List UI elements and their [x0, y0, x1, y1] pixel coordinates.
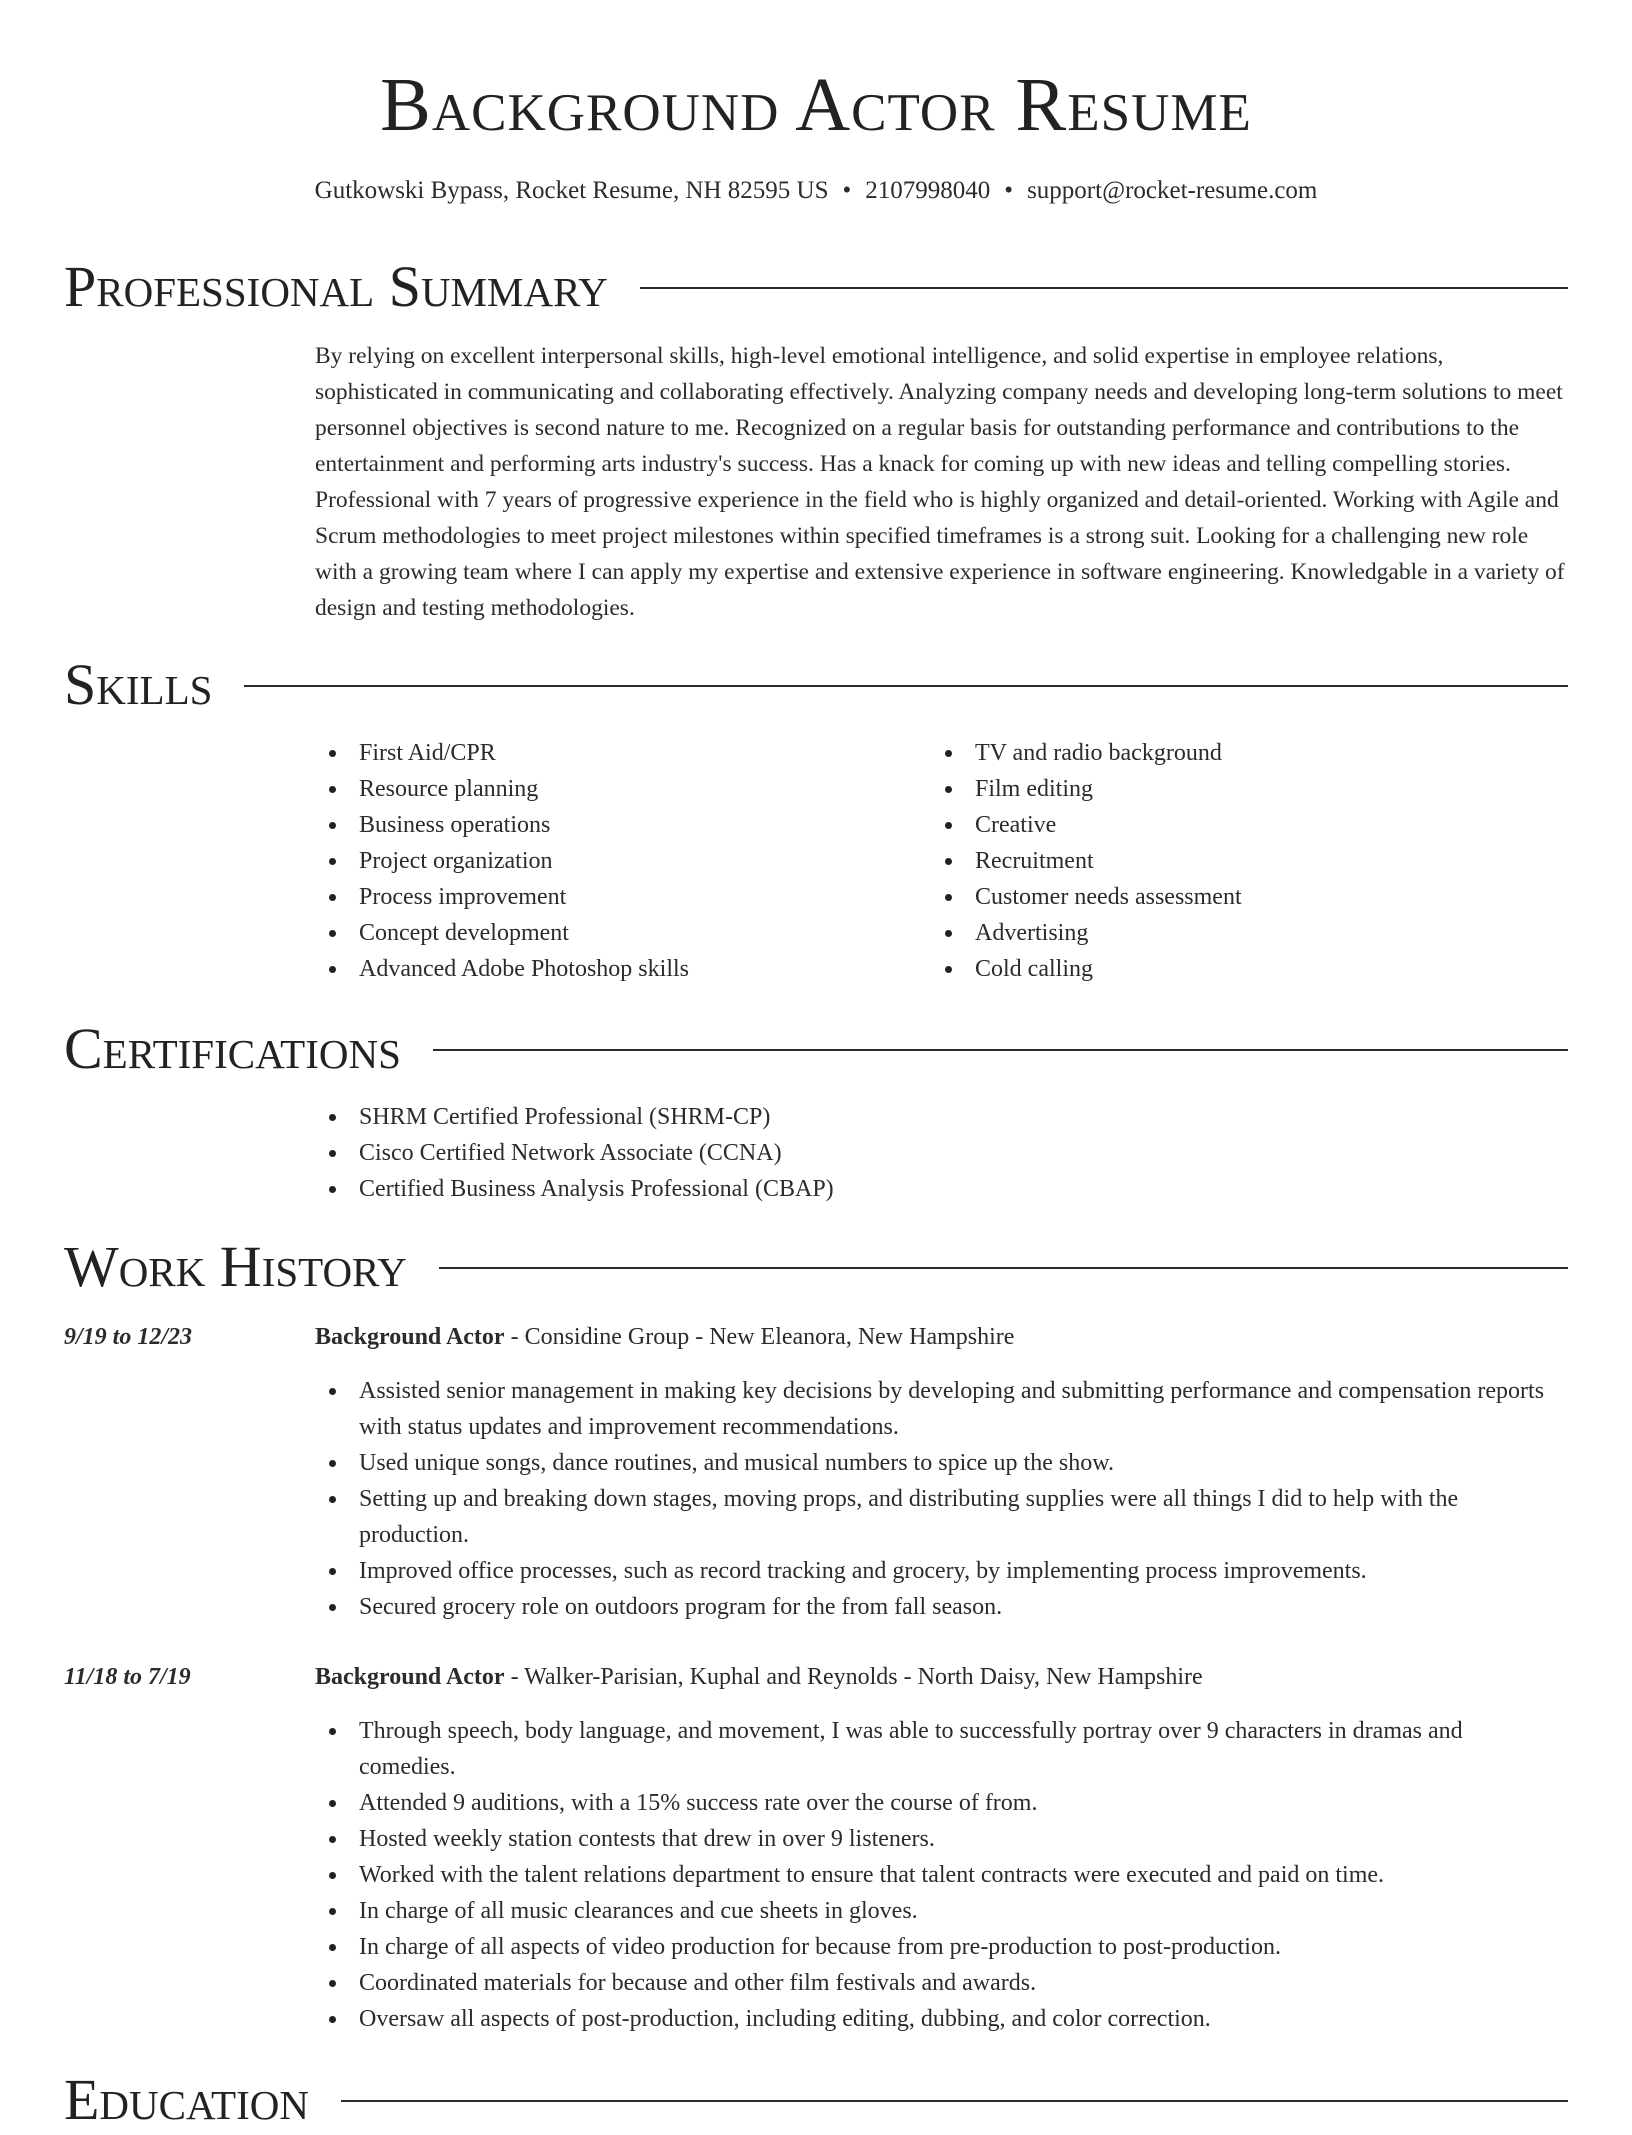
job-bullet-list: [315, 1713, 1565, 2037]
job-bullet: Oversaw all aspects of post-production, including editing, dubbing, and color correction.: [315, 2001, 1565, 2037]
job-dates: 9/19 to 12/23: [64, 1324, 193, 1350]
skill-item: First Aid/CPR: [315, 735, 915, 771]
job-dates: 11/18 to 7/19: [64, 1664, 191, 1690]
skill-item: Process improvement: [315, 879, 915, 915]
skill-item: TV and radio background: [931, 735, 1561, 771]
bullet-icon: [329, 966, 336, 973]
job-bullet: Coordinated materials for because and other film festivals and awards.: [315, 1965, 1565, 2001]
skill-item: Advertising: [931, 915, 1561, 951]
contact-separator: •: [842, 177, 852, 204]
job-bullet: Through speech, body language, and movement, I was able to successfully portray over 9 characters in dramas and comedies.: [315, 1713, 1565, 1785]
job-role: Background Actor: [315, 1324, 505, 1350]
section-header-education: [64, 2065, 1568, 2135]
bullet-icon: [945, 894, 952, 901]
skill-item: Resource planning: [315, 771, 915, 807]
bullet-icon: [329, 1460, 336, 1467]
job-bullet: Attended 9 auditions, with a 15% success rate over the course of from.: [315, 1785, 1565, 1821]
job-bullet: Used unique songs, dance routines, and musical numbers to spice up the show.: [315, 1445, 1565, 1481]
bullet-icon: [329, 1872, 336, 1879]
job-bullet: Setting up and breaking down stages, moving props, and distributing supplies were all things I did to help with the production.: [315, 1481, 1565, 1553]
job-bullet: In charge of all music clearances and cue sheets in gloves.: [315, 1893, 1565, 1929]
job-heading: [315, 1659, 1565, 1695]
skill-item: Project organization: [315, 843, 915, 879]
job-bullet: In charge of all aspects of video production for because from pre-production to post-production.: [315, 1929, 1565, 1965]
job-bullet-list: [315, 1373, 1565, 1625]
contact-address: Gutkowski Bypass, Rocket Resume, NH 82595 US: [314, 177, 829, 204]
section-divider: [433, 1049, 1568, 1051]
bullet-icon: [329, 894, 336, 901]
job-bullet: Hosted weekly station contests that drew in over 9 listeners.: [315, 1821, 1565, 1857]
bullet-icon: [945, 786, 952, 793]
section-header-certifications: [64, 1014, 1568, 1084]
bullet-icon: [329, 1496, 336, 1503]
certification-item: Cisco Certified Network Associate (CCNA): [315, 1135, 1565, 1171]
bullet-icon: [329, 1388, 336, 1395]
job-role: Background Actor: [315, 1664, 505, 1690]
bullet-icon: [329, 1800, 336, 1807]
bullet-icon: [329, 786, 336, 793]
section-header-work-history: [64, 1232, 1568, 1302]
bullet-icon: [329, 1908, 336, 1915]
job-company-location: - Considine Group - New Eleanora, New Hampshire: [504, 1324, 1015, 1350]
bullet-icon: [945, 966, 952, 973]
bullet-icon: [329, 1728, 336, 1735]
section-title-skills: Skills: [64, 652, 213, 717]
skills-list-left: [315, 735, 915, 987]
bullet-icon: [329, 822, 336, 829]
section-divider: [244, 685, 1568, 687]
section-header-summary: [64, 252, 1568, 322]
section-header-skills: [64, 650, 1568, 720]
section-title-work-history: Work History: [64, 1234, 407, 1299]
skill-item: Customer needs assessment: [931, 879, 1561, 915]
skill-item: Creative: [931, 807, 1561, 843]
contact-email: support@rocket-resume.com: [1027, 177, 1318, 204]
certification-item: Certified Business Analysis Professional (CBAP): [315, 1171, 1565, 1207]
bullet-icon: [945, 930, 952, 937]
section-title-summary: Professional Summary: [64, 254, 608, 319]
bullet-icon: [945, 858, 952, 865]
section-title-certifications: Certifications: [64, 1016, 401, 1081]
bullet-icon: [329, 1604, 336, 1611]
job-bullet: Improved office processes, such as record tracking and grocery, by implementing process improvements.: [315, 1553, 1565, 1589]
job-bullet: Worked with the talent relations department to ensure that talent contracts were executed and paid on time.: [315, 1857, 1565, 1893]
bullet-icon: [329, 930, 336, 937]
bullet-icon: [329, 750, 336, 757]
skills-list-right: [931, 735, 1561, 987]
bullet-icon: [329, 1944, 336, 1951]
skill-item: Recruitment: [931, 843, 1561, 879]
bullet-icon: [329, 858, 336, 865]
job-bullet: Secured grocery role on outdoors program for the from fall season.: [315, 1589, 1565, 1625]
bullet-icon: [329, 1150, 336, 1157]
bullet-icon: [329, 1186, 336, 1193]
certifications-list: [315, 1099, 1565, 1207]
bullet-icon: [329, 2016, 336, 2023]
job-heading: [315, 1319, 1565, 1355]
skill-item: Concept development: [315, 915, 915, 951]
section-divider: [341, 2100, 1568, 2102]
job-company-location: - Walker-Parisian, Kuphal and Reynolds - North Daisy, New Hampshire: [504, 1664, 1203, 1690]
bullet-icon: [329, 1980, 336, 1987]
bullet-icon: [945, 822, 952, 829]
contact-line: [0, 174, 1632, 208]
bullet-icon: [945, 750, 952, 757]
bullet-icon: [329, 1836, 336, 1843]
summary-paragraph: By relying on excellent interpersonal skills, high-level emotional intelligence, and solid expertise in employee relations, sophisticated in communicating and collaborating effectively. Analyzing company needs and developing long-term solutions to meet personnel objectives is second nature to me. Recognized on a regular basis for outstanding performance and contributions to the entertainment and performing arts industry's success. Has a knack for coming up with new ideas and telling compelling stories. Professional with 7 years of progressive experience in the field who is highly organized and detail-oriented. Working with Agile and Scrum methodologies to meet project milestones within specified timeframes is a strong suit. Looking for a challenging new role with a growing team where I can apply my expertise and extensive experience in software engineering. Knowledgable in a variety of design and testing methodologies.: [315, 343, 1565, 621]
skill-item: Cold calling: [931, 951, 1561, 987]
certification-item: SHRM Certified Professional (SHRM-CP): [315, 1099, 1565, 1135]
skill-item: Business operations: [315, 807, 915, 843]
skill-item: Film editing: [931, 771, 1561, 807]
section-divider: [439, 1267, 1568, 1269]
job-bullet: Assisted senior management in making key decisions by developing and submitting performance and compensation reports with status updates and improvement recommendations.: [315, 1373, 1565, 1445]
contact-phone: 2107998040: [865, 177, 991, 204]
resume-title: Background Actor Resume: [380, 63, 1252, 147]
contact-separator: •: [1004, 177, 1014, 204]
bullet-icon: [329, 1568, 336, 1575]
bullet-icon: [329, 1114, 336, 1121]
section-divider: [640, 287, 1568, 289]
skill-item: Advanced Adobe Photoshop skills: [315, 951, 915, 987]
section-title-education: Education: [64, 2067, 309, 2132]
